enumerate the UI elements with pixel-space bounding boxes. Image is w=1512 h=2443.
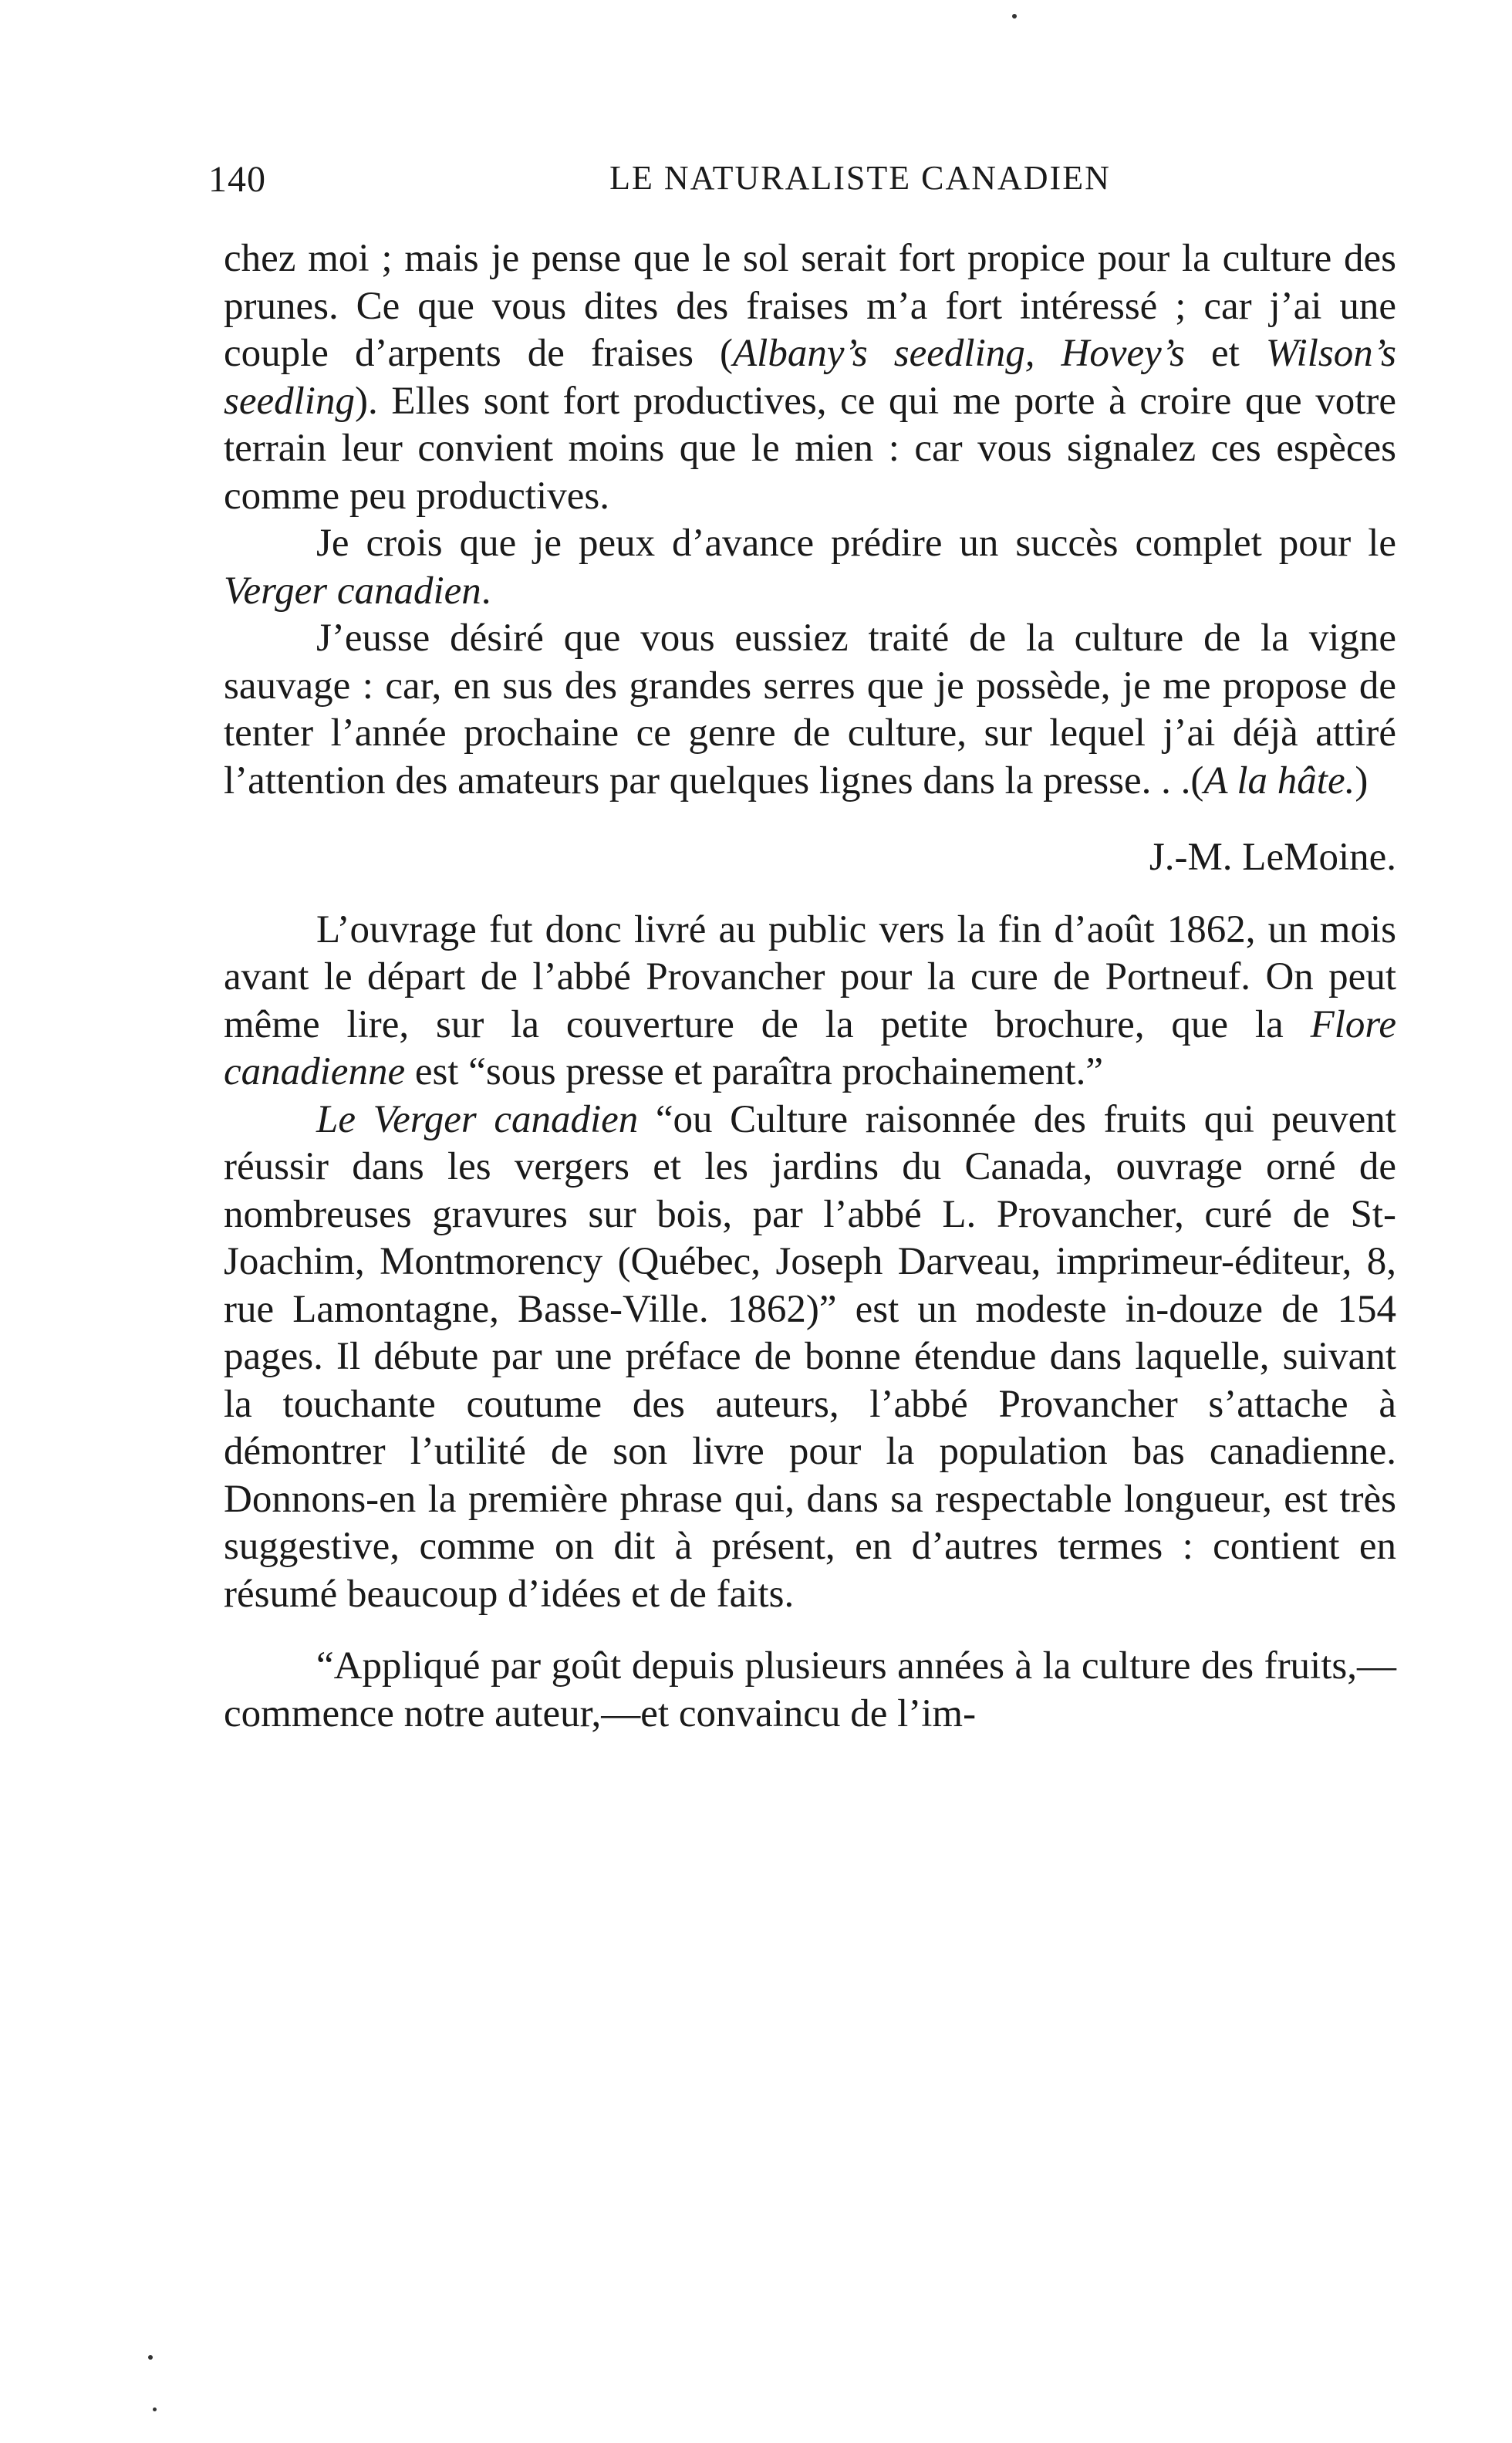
page-number: 140 — [208, 159, 266, 200]
italic-flore-canadienne: Flore canadienne — [224, 1002, 1396, 1093]
italic-varieties: Albany’s seedling, Hovey’s — [733, 332, 1186, 375]
italic-verger-canadien: Le Verger canadien — [316, 1097, 639, 1141]
body-paragraph-1: L’ouvrage fut donc livré au public vers la fin d’août 1862, un mois avant le départ de l’abbé Provancher pour la cure de Portneuf. On peut même lire, sur la couverture de la petite brochure, que la Flore canadienne est “sous presse et paraîtra prochainement.” — [224, 907, 1396, 1093]
page-header — [208, 158, 1389, 204]
page-text — [224, 235, 1396, 1738]
ink-speck — [153, 2408, 157, 2411]
running-title: LE NATURALISTE CANADIEN — [609, 159, 1111, 197]
italic-hate: A la hâte. — [1203, 759, 1355, 803]
ink-speck — [148, 2355, 153, 2360]
letter-paragraph-3: J’eusse désiré que vous eussiez traité de la culture de la vigne sauvage : car, en sus des grandes serres que je possède, je me propose de tenter l’année prochaine ce genre de culture, sur lequel j’ai déjà attiré l’attention des amateurs par quelques lignes dans la presse. . .(A la hâte.) — [224, 617, 1396, 803]
ink-speck — [1012, 14, 1017, 19]
body-paragraph-2: Le Verger canadien “ou Culture raisonnée des fruits qui peuvent réussir dans les vergers et les jardins du Canada, ouvrage orné de nombreuses gravures sur bois, par l’abbé L. Provancher, curé de St-Joachim, Montmorency (Québec, Joseph Darveau, imprimeur-éditeur, 8, rue Lamontagne, Basse-Ville. 1862)” est un modeste in-douze de 154 pages. Il débute par une préface de bonne étendue dans laquelle, suivant la touchante coutume des auteurs, l’abbé Provancher s’attache à démontrer l’utilité de son livre pour la population bas canadienne. Donnons-en la première phrase qui, dans sa respectable longueur, est très suggestive, comme on dit à présent, en d’autres termes : contient en résumé beaucoup d’idées et de faits. — [224, 1097, 1396, 1616]
letter-signature: J.-M. LeMoine. — [1149, 836, 1396, 879]
letter-paragraph-2: Je crois que je peux d’avance prédire un succès complet pour le Verger canadien. — [224, 522, 1396, 613]
italic-book-title: Verger canadien — [224, 569, 481, 613]
italic-variety-wilson: Wilson’s seedling — [224, 332, 1397, 423]
body-paragraph-3: “Appliqué par goût depuis plusieurs années à la culture des fruits,—commence notre auteur,—et convaincu de l’im- — [224, 1644, 1396, 1735]
letter-paragraph-1: chez moi ; mais je pense que le sol serait fort propice pour la culture des prunes. Ce que vous dites des fraises m’a fort intéressé ; car j’ai une couple d’arpents de fraises (Albany’s seedling, Hovey’s et Wilson’s seedling). Elles sont fort productives, ce qui me porte à croire que votre terrain leur convient moins que le mien : car vous signalez ces espèces comme peu productives. — [224, 237, 1397, 518]
